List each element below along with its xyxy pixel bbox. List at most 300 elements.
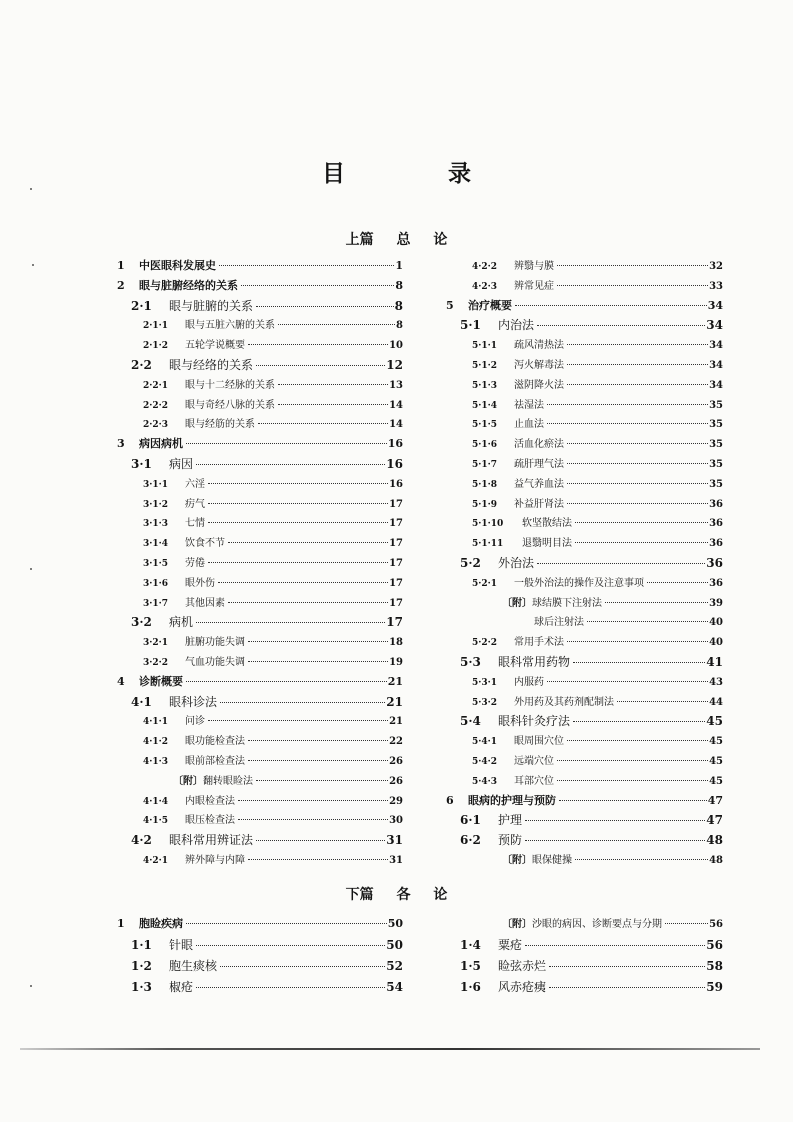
toc-entry — [117, 277, 403, 297]
dot-leader — [248, 344, 388, 345]
entry-title: 五轮学说概要 — [185, 340, 245, 352]
entry-number: 2·2·2 — [143, 400, 169, 411]
entry-page-number: 18 — [389, 637, 403, 649]
toc-entry — [446, 534, 723, 554]
entry-number: 3·1·1 — [143, 479, 169, 490]
dot-leader — [575, 522, 708, 523]
entry-page-number: 35 — [709, 439, 723, 451]
entry-number: 3·2·1 — [143, 638, 169, 649]
toc-entry — [446, 376, 723, 396]
entry-page-number: 34 — [707, 298, 723, 312]
entry-title: 眼与经络的关系 — [169, 357, 254, 372]
entry-title: 翻转眼睑法 — [203, 775, 253, 787]
dot-leader — [567, 641, 708, 642]
toc-entry — [446, 772, 723, 792]
entry-page-number: 54 — [386, 980, 403, 994]
entry-page-number: 48 — [709, 854, 723, 866]
dot-leader — [573, 721, 705, 722]
entry-title: 胞睑疾病 — [139, 917, 183, 930]
toc-entry — [117, 475, 403, 495]
entry-title: 球后注射法 — [534, 617, 584, 629]
entry-title: 眼与五脏六腑的关系 — [185, 320, 275, 332]
entry-page-number: 21 — [389, 716, 403, 728]
entry-page-number: 12 — [386, 357, 403, 372]
entry-page-number: 8 — [396, 320, 403, 332]
entry-page-number: 45 — [709, 775, 723, 787]
entry-page-number: 17 — [389, 557, 403, 569]
toc-entry — [117, 455, 403, 475]
entry-number: 1·2 — [131, 959, 152, 973]
entry-number: 5·3·2 — [472, 697, 498, 708]
entry-title: 风赤疮痍 — [498, 980, 547, 994]
dot-leader — [196, 464, 385, 465]
toc-entry — [446, 514, 723, 534]
dot-leader — [525, 840, 705, 841]
toc-entry — [446, 712, 723, 732]
entry-title: 胞生痰核 — [169, 959, 218, 973]
entry-number: 3 — [117, 437, 125, 451]
toc-entry — [117, 594, 403, 614]
dot-leader — [196, 945, 385, 946]
entry-number: 2·1 — [131, 298, 152, 313]
entry-page-number: 40 — [709, 637, 723, 649]
dot-leader — [248, 760, 388, 761]
entry-title: 护理 — [498, 813, 523, 828]
toc-entry — [117, 534, 403, 554]
toc-entry — [446, 257, 723, 277]
entry-title: 气血功能失调 — [185, 656, 245, 668]
entry-page-number: 17 — [389, 597, 403, 609]
dot-leader — [238, 800, 388, 801]
scan-speck — [30, 985, 32, 987]
entry-title: 病因 — [169, 456, 194, 471]
dot-leader — [248, 641, 388, 642]
dot-leader — [567, 503, 708, 504]
entry-title: 远端穴位 — [514, 755, 554, 767]
entry-title: 外治法 — [498, 555, 535, 570]
dot-leader — [525, 820, 705, 821]
entry-page-number: 19 — [389, 656, 403, 668]
entry-title: 其他因素 — [185, 597, 225, 609]
entry-number: 4·1 — [131, 694, 152, 709]
dot-leader — [278, 404, 388, 405]
toc-entry — [117, 915, 403, 936]
dot-leader — [557, 780, 708, 781]
entry-page-number: 59 — [706, 980, 723, 994]
entry-title: 六淫 — [185, 478, 205, 490]
entry-number: 5·1·3 — [472, 380, 498, 391]
dot-leader — [567, 344, 708, 345]
entry-title: 疏肝理气法 — [514, 458, 564, 470]
entry-number: 6·1 — [460, 813, 481, 828]
entry-number: 1 — [117, 917, 125, 930]
dot-leader — [547, 681, 708, 682]
entry-title: 治疗概要 — [468, 298, 512, 312]
entry-page-number: 34 — [709, 359, 723, 371]
entry-number: 3·1·2 — [143, 499, 169, 510]
dot-leader — [278, 324, 395, 325]
entry-page-number: 43 — [709, 676, 723, 688]
entry-page-number: 17 — [389, 518, 403, 530]
entry-page-number: 56 — [706, 938, 723, 952]
entry-number: 3·1·5 — [143, 558, 169, 569]
entry-page-number: 36 — [709, 498, 723, 510]
entry-title: 椒疮 — [169, 980, 194, 994]
entry-title: 眼与脏腑的关系 — [169, 298, 254, 313]
entry-number: 4·1·4 — [143, 796, 169, 807]
entry-title: 益气养血法 — [514, 478, 564, 490]
dot-leader — [238, 819, 388, 820]
dot-leader — [567, 443, 708, 444]
toc-entry — [117, 336, 403, 356]
entry-page-number: 35 — [709, 419, 723, 431]
toc-entry — [446, 732, 723, 752]
entry-page-number: 13 — [389, 379, 403, 391]
entry-title: 眼保健操 — [532, 854, 572, 866]
dot-leader — [208, 720, 388, 721]
toc-entry — [117, 831, 403, 851]
entry-title: 眼与奇经八脉的关系 — [185, 399, 275, 411]
toc-entry — [117, 772, 403, 792]
entry-title: 眼压检查法 — [185, 815, 235, 827]
toc-part1-right — [446, 257, 723, 871]
dot-leader — [573, 662, 705, 663]
entry-page-number: 44 — [709, 696, 723, 708]
entry-number: 5·1·4 — [472, 400, 498, 411]
entry-number: 4·2·2 — [472, 262, 498, 272]
entry-page-number: 16 — [386, 456, 403, 471]
toc-entry — [117, 376, 403, 396]
entry-page-number: 32 — [709, 261, 723, 272]
entry-page-number: 45 — [709, 736, 723, 748]
entry-number: 5·1 — [460, 318, 481, 333]
entry-number: 5·3 — [460, 654, 481, 669]
part1-heading: 上篇 总 论 — [345, 232, 448, 248]
entry-page-number: 33 — [709, 280, 723, 292]
toc-entry — [446, 811, 723, 831]
entry-number: 5·2·2 — [472, 638, 498, 649]
dot-leader — [256, 365, 385, 366]
entry-title: 眼科诊法 — [169, 694, 218, 709]
entry-title: 中医眼科发展史 — [139, 259, 216, 272]
entry-title: 问诊 — [185, 716, 205, 728]
dot-leader — [549, 966, 705, 967]
dot-leader — [567, 384, 708, 385]
dot-leader — [575, 542, 708, 543]
dot-leader — [575, 859, 708, 860]
entry-number: 4 — [117, 674, 125, 688]
entry-page-number: 36 — [709, 518, 723, 530]
dot-leader — [248, 661, 388, 662]
entry-title: 眼与经筋的关系 — [185, 419, 255, 431]
entry-page-number: 56 — [709, 919, 723, 930]
entry-title: 滋阴降火法 — [514, 379, 564, 391]
page-title: 目 录 — [322, 160, 511, 187]
entry-title: 内治法 — [498, 318, 535, 333]
dot-leader — [525, 945, 705, 946]
toc-entry — [117, 613, 403, 633]
toc-entry — [446, 396, 723, 416]
entry-page-number: 35 — [709, 458, 723, 470]
entry-page-number: 35 — [709, 478, 723, 490]
toc-entry — [117, 396, 403, 416]
dot-leader — [549, 987, 705, 988]
entry-number: 5·4·2 — [472, 756, 498, 767]
entry-title: 止血法 — [514, 419, 544, 431]
toc-entry — [117, 633, 403, 653]
dot-leader — [220, 966, 385, 967]
entry-page-number: 48 — [706, 833, 723, 848]
toc-entry — [446, 316, 723, 336]
toc-entry — [446, 455, 723, 475]
entry-title: 疏风清热法 — [514, 340, 564, 352]
entry-number: 4·1·5 — [143, 816, 169, 827]
entry-number: 6 — [446, 793, 454, 807]
entry-page-number: 52 — [386, 959, 403, 973]
entry-title: 泻火解毒法 — [514, 359, 564, 371]
entry-title: 眼前部检查法 — [185, 755, 245, 767]
toc-entry — [117, 495, 403, 515]
dot-leader — [256, 306, 394, 307]
entry-title: 眼病的护理与预防 — [468, 793, 556, 807]
entry-page-number: 17 — [386, 615, 403, 630]
entry-page-number: 14 — [389, 399, 403, 411]
entry-title: 辨常见症 — [514, 280, 554, 292]
entry-title: 外用药及其药剂配制法 — [514, 696, 614, 708]
entry-number: 4·1·2 — [143, 737, 169, 748]
dot-leader — [547, 404, 708, 405]
entry-number: 1·6 — [460, 980, 481, 994]
scan-speck — [30, 568, 32, 570]
toc-entry — [446, 633, 723, 653]
entry-title: 辨外障与内障 — [185, 854, 245, 866]
entry-page-number: 50 — [386, 938, 403, 952]
entry-number: 3·1·3 — [143, 519, 169, 530]
entry-number: 4·1·3 — [143, 756, 169, 767]
toc-entry — [117, 574, 403, 594]
entry-number: 〔附〕 — [502, 597, 532, 609]
entry-page-number: 45 — [706, 714, 723, 729]
toc-entry — [446, 495, 723, 515]
entry-number: 3·1 — [131, 456, 152, 471]
dot-leader — [557, 760, 708, 761]
entry-page-number: 40 — [709, 617, 723, 629]
toc-entry — [117, 936, 403, 957]
dot-leader — [208, 562, 388, 563]
dot-leader — [537, 563, 705, 564]
entry-page-number: 36 — [706, 555, 723, 570]
toc-entry — [117, 316, 403, 336]
entry-number: 〔附〕 — [502, 919, 532, 930]
entry-title: 疠气 — [185, 498, 205, 510]
entry-number: 5·4·3 — [472, 776, 498, 787]
toc-entry — [446, 915, 723, 936]
dot-leader — [248, 859, 388, 860]
toc-entry — [117, 712, 403, 732]
entry-number: 3·1·7 — [143, 598, 169, 609]
entry-number: 5·1·10 — [472, 519, 504, 530]
toc-entry — [117, 673, 403, 693]
entry-page-number: 41 — [706, 654, 723, 669]
scan-edge-line — [20, 1048, 760, 1050]
entry-page-number: 31 — [389, 854, 403, 866]
dot-leader — [567, 463, 708, 464]
entry-title: 病因病机 — [139, 437, 183, 451]
entry-page-number: 45 — [709, 755, 723, 767]
entry-number: 2·1·2 — [143, 341, 169, 352]
entry-number: 5·4·1 — [472, 737, 498, 748]
entry-number: 5·1·7 — [472, 459, 498, 470]
entry-number: 5·2·1 — [472, 578, 498, 589]
dot-leader — [557, 285, 708, 286]
entry-number: 4·2 — [131, 833, 152, 848]
dot-leader — [567, 740, 708, 741]
entry-title: 眼功能检查法 — [185, 736, 245, 748]
dot-leader — [567, 483, 708, 484]
toc-entry — [446, 475, 723, 495]
dot-leader — [241, 285, 394, 286]
toc-entry — [446, 435, 723, 455]
entry-number: 5 — [446, 298, 454, 312]
entry-number: 3·2 — [131, 615, 152, 630]
entry-number: 4·2·1 — [143, 855, 169, 866]
toc-entry — [117, 752, 403, 772]
entry-page-number: 26 — [389, 775, 403, 787]
toc-entry — [117, 415, 403, 435]
entry-title: 粟疮 — [498, 938, 523, 952]
dot-leader — [219, 265, 394, 266]
toc-entry — [446, 574, 723, 594]
entry-title: 眼科针灸疗法 — [498, 714, 571, 729]
entry-page-number: 34 — [706, 318, 723, 333]
toc-entry — [117, 554, 403, 574]
toc-entry — [446, 653, 723, 673]
toc-entry — [446, 831, 723, 851]
entry-number: 5·3·1 — [472, 677, 498, 688]
toc-entry — [446, 978, 723, 999]
entry-title: 常用手术法 — [514, 637, 564, 649]
toc-entry — [446, 792, 723, 812]
toc-entry — [446, 752, 723, 772]
dot-leader — [647, 582, 708, 583]
entry-number: 4·2·3 — [472, 281, 498, 292]
toc-entry — [446, 594, 723, 614]
entry-number: 1·5 — [460, 959, 481, 973]
entry-title: 退翳明目法 — [522, 538, 572, 550]
toc-entry — [117, 732, 403, 752]
entry-page-number: 47 — [707, 793, 723, 807]
toc-entry — [117, 297, 403, 317]
dot-leader — [186, 923, 387, 924]
entry-title: 眼与脏腑经络的关系 — [139, 278, 238, 292]
entry-title: 祛湿法 — [514, 399, 544, 411]
entry-title: 软坚散结法 — [522, 518, 572, 530]
dot-leader — [208, 503, 388, 504]
toc-part2-left — [117, 915, 403, 999]
entry-title: 辨翳与膜 — [514, 261, 554, 272]
entry-page-number: 17 — [389, 577, 403, 589]
entry-title: 内服药 — [514, 676, 544, 688]
entry-page-number: 39 — [709, 597, 723, 609]
toc-entry — [446, 693, 723, 713]
dot-leader — [228, 602, 388, 603]
entry-title: 预防 — [498, 833, 523, 848]
entry-number: 4·1·1 — [143, 717, 169, 728]
entry-title: 球结膜下注射法 — [532, 597, 602, 609]
dot-leader — [218, 582, 388, 583]
toc-entry — [117, 957, 403, 978]
dot-leader — [256, 840, 385, 841]
entry-number: 1·4 — [460, 938, 481, 952]
toc-entry — [446, 336, 723, 356]
entry-number: 〔附〕 — [502, 854, 532, 866]
dot-leader — [196, 622, 385, 623]
toc-entry — [117, 514, 403, 534]
entry-title: 眼与十二经脉的关系 — [185, 379, 275, 391]
entry-title: 睑弦赤烂 — [498, 959, 547, 973]
dot-leader — [605, 602, 708, 603]
toc-entry — [446, 936, 723, 957]
entry-number: 5·1·8 — [472, 479, 498, 490]
entry-page-number: 21 — [387, 674, 403, 688]
scan-speck — [30, 188, 32, 190]
entry-page-number: 34 — [709, 379, 723, 391]
entry-number: 3·2·2 — [143, 657, 169, 668]
dot-leader — [256, 780, 388, 781]
entry-number: 1·1 — [131, 938, 152, 952]
entry-number: 1 — [117, 259, 125, 272]
toc-entry — [446, 554, 723, 574]
entry-title: 内眼检查法 — [185, 795, 235, 807]
entry-page-number: 36 — [709, 577, 723, 589]
entry-number: 5·1·1 — [472, 341, 498, 352]
entry-number: 2·2 — [131, 357, 152, 372]
dot-leader — [208, 483, 388, 484]
toc-entry — [446, 851, 723, 871]
entry-page-number: 29 — [389, 795, 403, 807]
dot-leader — [515, 305, 707, 306]
entry-number: 3·1·6 — [143, 578, 169, 589]
entry-page-number: 31 — [386, 833, 403, 848]
part2-heading: 下篇 各 论 — [345, 887, 448, 903]
entry-page-number: 36 — [709, 538, 723, 550]
toc-entry — [446, 613, 723, 633]
dot-leader — [567, 364, 708, 365]
entry-page-number: 16 — [387, 437, 403, 451]
entry-title: 病机 — [169, 615, 194, 630]
dot-leader — [665, 923, 708, 924]
entry-page-number: 50 — [387, 917, 403, 930]
entry-page-number: 17 — [389, 538, 403, 550]
toc-entry — [446, 277, 723, 297]
entry-number: 2·2·3 — [143, 420, 169, 431]
entry-title: 眼周围穴位 — [514, 736, 564, 748]
dot-leader — [220, 702, 385, 703]
entry-page-number: 22 — [389, 736, 403, 748]
entry-number: 1·3 — [131, 980, 152, 994]
entry-title: 诊断概要 — [139, 674, 183, 688]
entry-page-number: 8 — [394, 298, 403, 313]
entry-number: 2 — [117, 278, 125, 292]
toc-entry — [446, 356, 723, 376]
entry-number: 5·1·6 — [472, 440, 498, 451]
entry-number: 〔附〕 — [173, 775, 203, 787]
entry-number: 5·1·5 — [472, 420, 498, 431]
entry-number: 6·2 — [460, 833, 481, 848]
toc-entry — [117, 693, 403, 713]
entry-page-number: 34 — [709, 340, 723, 352]
entry-number: 2·1·1 — [143, 321, 169, 332]
